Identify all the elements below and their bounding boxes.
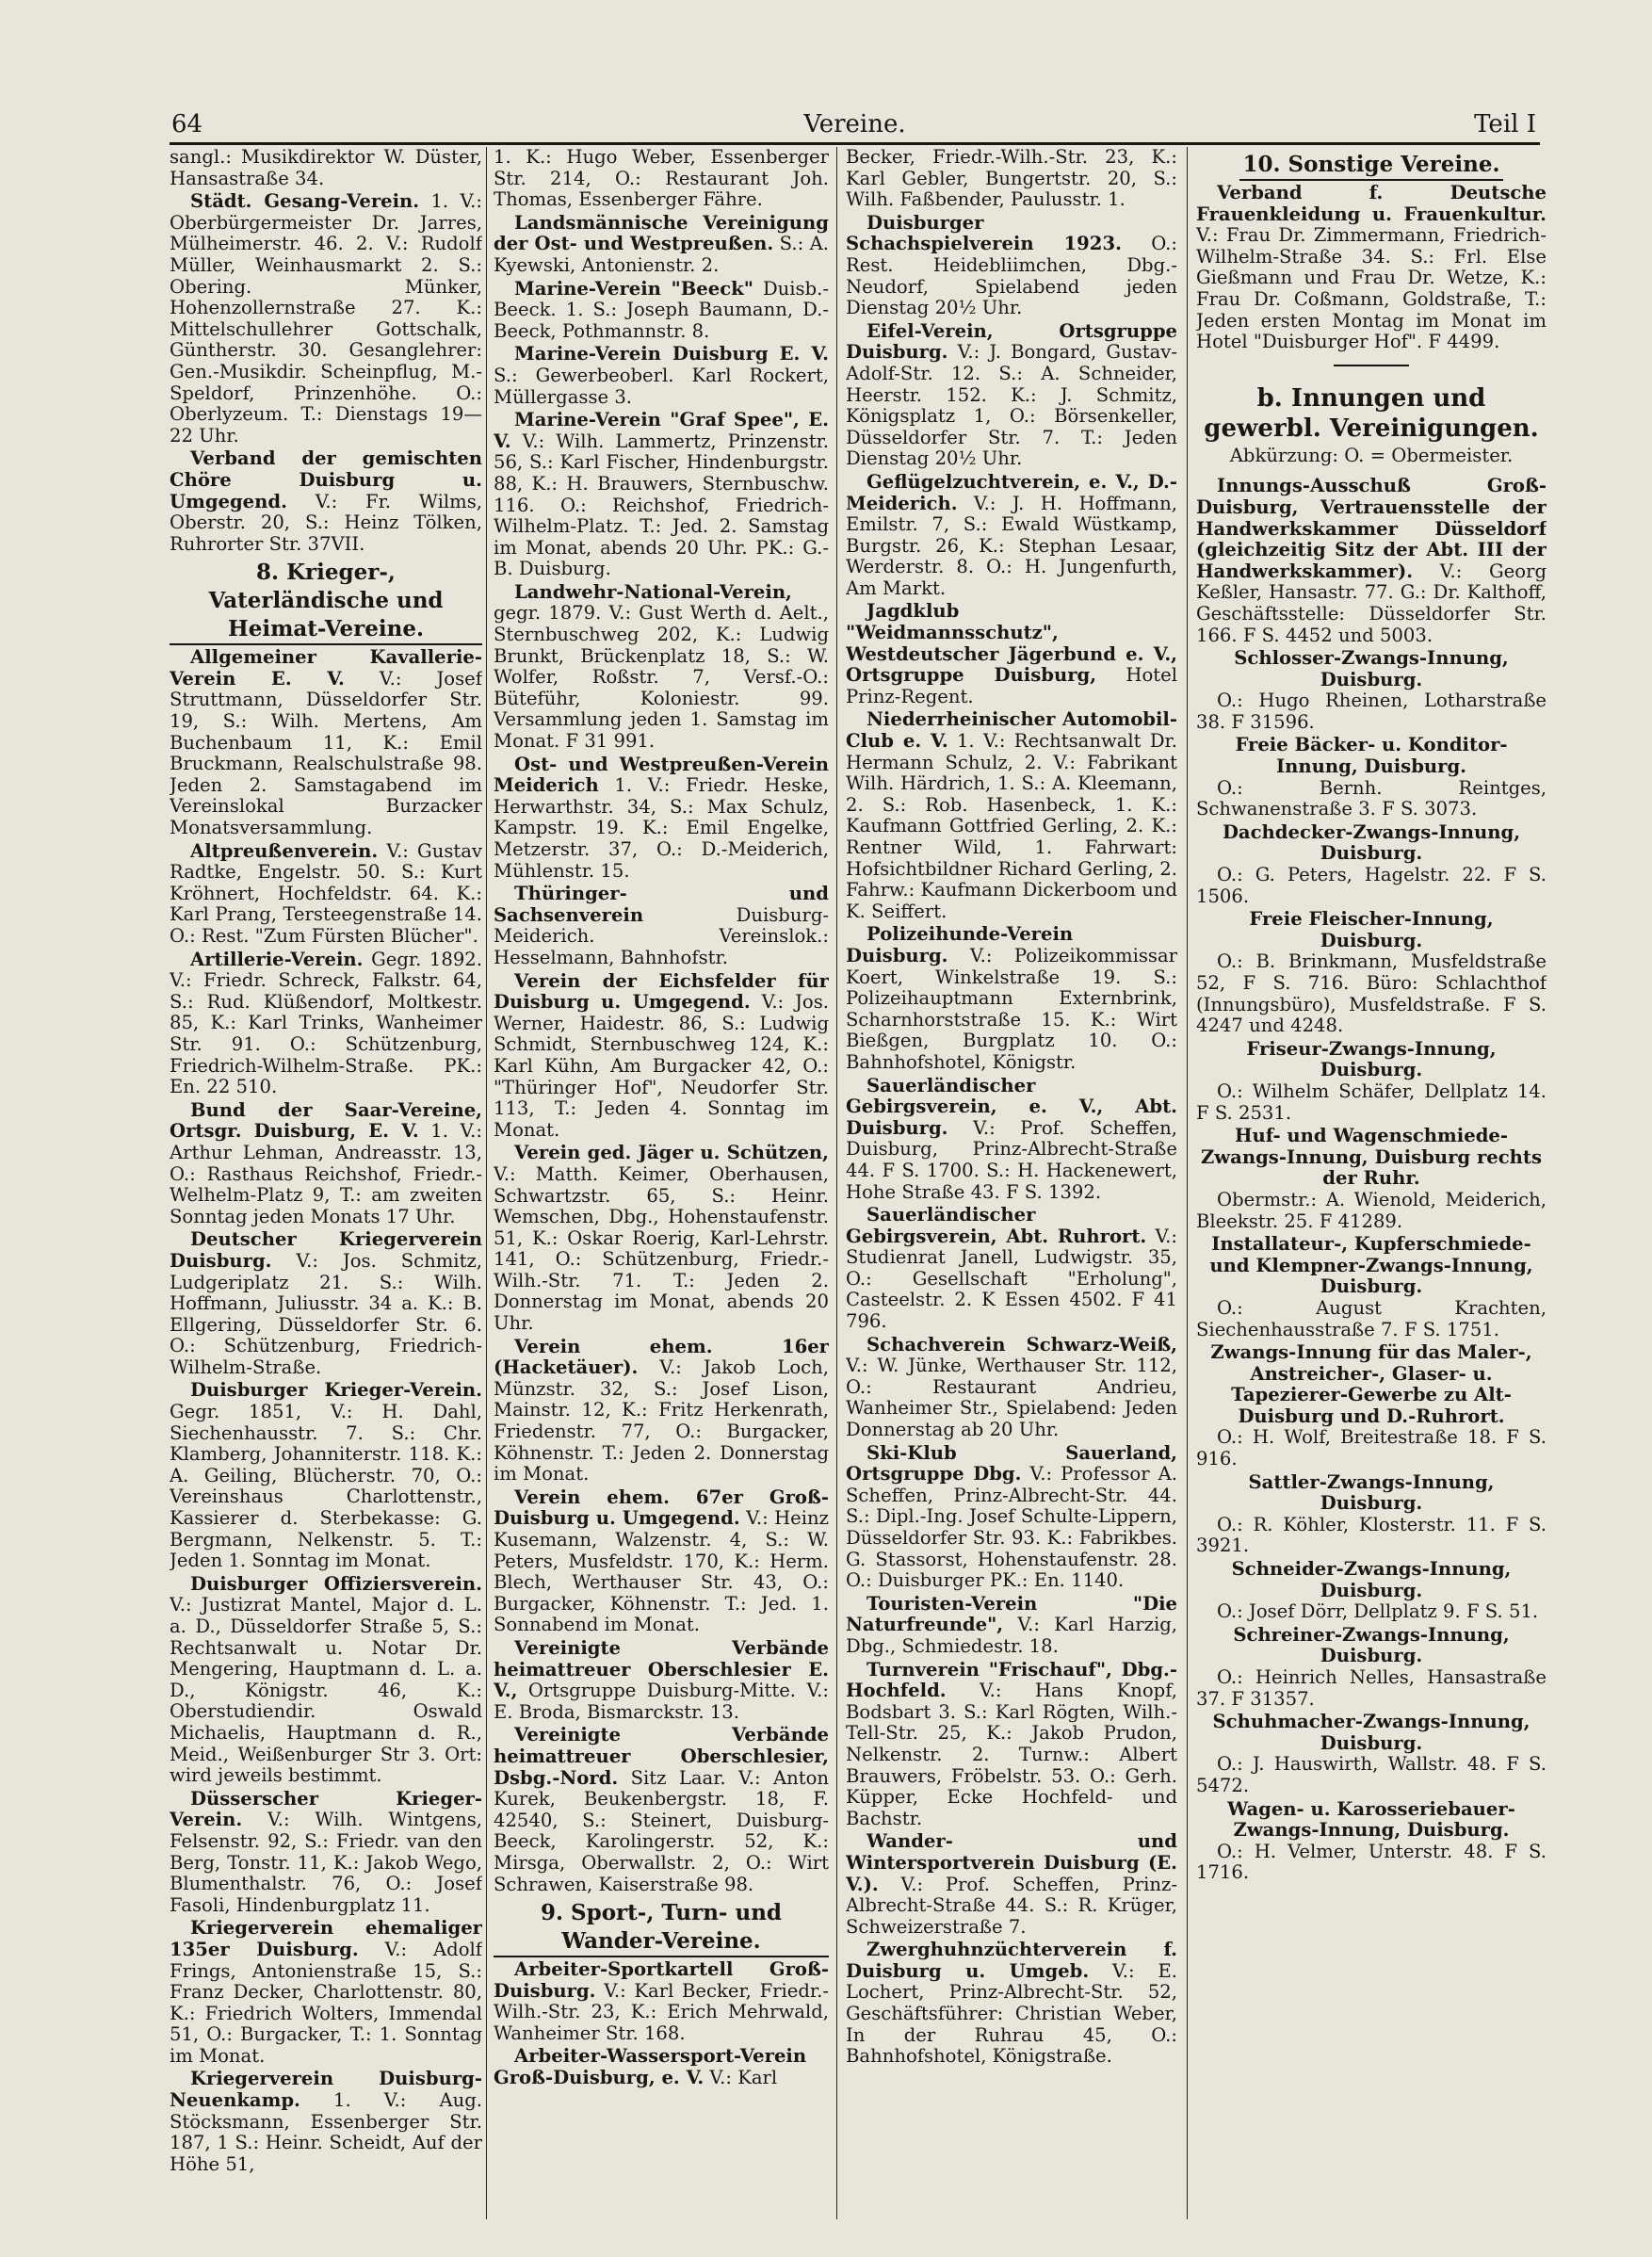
continued-entry (494, 147, 829, 211)
column-3 (846, 147, 1177, 2224)
association-entry (846, 321, 1177, 470)
association-name: Verein ehem. 16er (Hacketäuer). (494, 1335, 829, 1379)
association-entry (170, 1229, 482, 1378)
guild-name: Freie Fleischer-Innung, Duisburg. (1249, 908, 1494, 951)
association-details: V.: Polizeikommissar Koert, Winkelstraße 19. S.: Polizeihauptmann Externbrink, Scharnhorststraße 15. K.: Wirt Bießgen, Burgplatz 10. O.: Bahnhofshotel, Königstr. (846, 944, 1177, 1073)
association-details: V.: Georg Keßler, Hansastr. 77. G.: Dr. Kalthoff, Geschäftsstelle: Düsseldorfer Str. 166. F S. 4452 und 5003. (1196, 560, 1547, 646)
association-details: V.: Josef Struttmann, Düsseldorfer Str. 19, S.: Wilh. Mertens, Am Buchenbaum 11, K.: Emil Bruckmann, Realschulstraße 98. Jeden 2. Samstagabend im Vereinslokal Burzacker Monatsversammlung. (170, 667, 482, 839)
section-heading (170, 559, 482, 645)
association-name: Eifel-Verein, Ortsgruppe Duisburg. (846, 319, 1177, 364)
association-details: V.: Wilh. Wintgens, Felsenstr. 92, S.: Friedr. van den Berg, Tonstr. 11, K.: Jakob Wego, Blumenthalstr. 76, O.: Josef Fasoli, Hindenburgplatz 11. (170, 1809, 482, 1916)
guild-details: Obermstr.: A. Wienold, Meiderich, Bleekstr. 25. F 41289. (1196, 1188, 1547, 1232)
guild-name: Zwangs-Innung für das Maler-, Anstreicher-, Glaser- u. Tapezierer-Gewerbe zu Alt-Duisburg und D.-Ruhrort. (1210, 1341, 1532, 1427)
column-divider (486, 147, 487, 2219)
association-entry (170, 1789, 482, 1917)
association-entry (494, 1337, 829, 1486)
association-entry (494, 1725, 829, 1895)
association-entry (846, 1940, 1177, 2068)
association-details: V.: E. Lochert, Prinz-Albrecht-Str. 52, Geschäftsführer: Christian Weber, In der Ruhrau 45, O.: Bahnhofshotel, Königstraße. (846, 1959, 1177, 2068)
association-name: Allgemeiner Kavallerie-Verein E. V. (170, 646, 482, 690)
guild-name: Schlosser-Zwangs-Innung, Duisburg. (1234, 647, 1509, 690)
association-details: gegr. 1879. V.: Gust Werth d. Aelt., Sternbuschweg 202, K.: Ludwig Brunkt, Brückenplatz 18, S.: W. Wolfer, Roßstr. 7, Versf.-O.: Büteführ, Koloniestr. 99. Versammlung jeden 1. Samstag im Monat. F 31 991. (494, 602, 829, 753)
association-details: V.: J. Bongard, Gustav-Adolf-Str. 12. S.: A. Schneider, Heerstr. 152. K.: J. Schmitz, Königsplatz 1, O.: Börsenkeller, Düsseldorfer Str. 7. T.: Jeden Dienstag 20½ Uhr. (846, 341, 1177, 470)
association-entry (846, 601, 1177, 707)
association-details: V.: W. Jünke, Werthauser Str. 112, O.: Restaurant Andrieu, Wanheimer Str., Spielabend: Jeden Donnerstag ab 20 Uhr. (846, 1355, 1177, 1441)
column-2 (494, 147, 829, 2224)
association-name: Düsserscher Krieger-Verein. (170, 1787, 482, 1831)
association-name: Schachverein Schwarz-Weiß, (866, 1333, 1177, 1356)
association-entry (170, 1918, 482, 2067)
section-heading-text: 9. Sport-, Turn- und Wander-Vereine. (494, 1899, 829, 1957)
association-name: Altpreußenverein. (190, 839, 379, 862)
guild-details: O.: Wilhelm Schäfer, Dellplatz 14. F S. 2531. (1196, 1080, 1547, 1124)
association-entry (494, 1143, 829, 1334)
guild-details: O.: H. Wolf, Breitestraße 18. F S. 916. (1196, 1426, 1547, 1470)
association-entry (846, 1076, 1177, 1204)
association-details: 1. V.: Friedr. Heske, Herwarthstr. 34, S.: Max Schulz, Kampstr. 19. K.: Emil Engelke, Metzerstr. 37, O.: D.-Meiderich, Mühlenstr. 15. (494, 774, 829, 882)
association-details: V.: Heinz Kusemann, Walzenstr. 4, S.: W. Peters, Musfeldstr. 170, K.: Herm. Blech, Werthauser Str. 43, O.: Burgacker, Köhnenstr. T.: Jed. 1. Sonnabend im Monat. (494, 1507, 829, 1636)
association-details: V.: Frau Dr. Zimmermann, Friedrich-Wilhelm-Straße 34. S.: Frl. Else Gießmann und Frau Dr. Wetze, K.: Frau Dr. Coßmann, Goldstraße, T.: Jeden ersten Montag im Monat im Hotel "Duisburger Hof". F 4499. (1196, 224, 1547, 353)
guild-entry (1196, 1472, 1547, 1557)
association-name: Niederrheinischer Automobil-Club e. V. (846, 708, 1177, 753)
guild-name: Schneider-Zwangs-Innung, Duisburg. (1231, 1558, 1512, 1601)
association-name: Marine-Verein "Graf Spee", E. V. (494, 409, 829, 452)
association-entry (846, 1594, 1177, 1658)
association-name: Duisburger Schachspielverein 1923. (846, 211, 1122, 255)
section-heading-text: 8. Krieger-, Vaterländische und Heimat-Vereine. (170, 559, 482, 645)
association-entry (494, 582, 829, 753)
association-name: Bund der Saar-Vereine, Ortsgr. Duisburg, E. V. (170, 1098, 482, 1143)
association-name: Jagdklub "Weidmannsschutz", Westdeutscher Jägerbund e. V., Ortsgruppe Duisburg, (846, 600, 1177, 687)
association-details: V.: Jakob Loch, Münzstr. 32, S.: Josef Lison, Mainstr. 12, K.: Fritz Herkenrath, Friedenstr. 77, O.: Burgacker, Köhnenstr. T.: Jeden 2. Donnerstag im Monat. (494, 1356, 829, 1486)
association-name: Zwerghuhnzüchterverein f. Duisburg u. Umgeb. (846, 1939, 1177, 1982)
association-entry (170, 448, 482, 555)
continued-entry (846, 147, 1177, 211)
guild-entry (1196, 1712, 1547, 1796)
association-name: Polizeihunde-Verein Duisburg. (846, 923, 1074, 966)
association-details: 1. V.: Rechtsanwalt Dr. Hermann Schulz, 2. V.: Fabrikant Wilh. Härdrich, 1. S.: A. Kleemann, 2. S.: Rob. Hasenbeck, 1. K.: Kaufmann Gottfried Gerling, 2. K.: Rentner Wild, 1. Fahrwart: Hofsichtbildner Richard Gerling, 2. Fahrw.: Kaufmann Dickerboom und K. Seiffert. (846, 730, 1177, 922)
guild-name: Dachdecker-Zwangs-Innung, Duisburg. (1222, 820, 1521, 865)
association-entry (170, 1574, 482, 1787)
association-entry (170, 841, 482, 948)
guild-details: O.: Bernh. Reintges, Schwanenstraße 3. F S. 3073. (1196, 776, 1547, 820)
association-name: Ski-Klub Sauerland, Ortsgruppe Dbg. (846, 1441, 1177, 1486)
guild-entry (1196, 1126, 1547, 1232)
association-entry (494, 410, 829, 580)
guild-entry (1196, 822, 1547, 907)
association-details: 1. K.: Hugo Weber, Essenberger Str. 214, O.: Restaurant Joh. Thomas, Essenberger Fähre. (494, 147, 829, 211)
guild-name: Wagen- u. Karosseriebauer-Zwangs-Innung, Duisburg. (1227, 1797, 1515, 1842)
guild-details: O.: Heinrich Nelles, Hansastraße 37. F 31357. (1196, 1666, 1547, 1710)
association-details: V.: Justizrat Mantel, Major d. L. a. D., Düsseldorfer Straße 5, S.: Rechtsanwalt u. Notar Dr. Mengering, Hauptmann d. L. a. D., Königstr. 46, K.: Oberstudiendir. Oswald Michaelis, Hauptmann d. R., Meid., Weißenburger Str 3. Ort: wird jeweils bestimmt. (170, 1594, 482, 1787)
page-number: 64 (171, 110, 203, 138)
association-details: 1. V.: Oberbürgermeister Dr. Jarres, Mülheimerstr. 46. 2. V.: Rudolf Müller, Weinhausmarkt 2. S.: Obering. Münker, Hohenzollernstraße 27. K.: Mittelschullehrer Gottschalk, Güntherstr. 30. Gesanglehrer: Gen.-Musikdir. Scheinpflug, M.-Speldorf, Prinzenhöhe. O.: Oberlyzeum. T.: Dienstags 19—22 Uhr. (170, 190, 482, 447)
association-name: Sauerländischer Gebirgsverein, Abt. Ruhrort. (846, 1204, 1147, 1247)
association-details: 1. V.: Aug. Stöcksmann, Essenberger Str. 187, 1 S.: Heinr. Scheidt, Auf der Höhe 51, (170, 2089, 482, 2175)
association-entry (494, 971, 829, 1142)
association-entry (1196, 183, 1547, 353)
association-name: Artillerie-Verein. (190, 948, 364, 970)
association-details: V.: Professor A. Scheffen, Prinz-Albrecht-Str. 44. S.: Dipl.-Ing. Josef Schulte-Lippern, Düsseldorfer Str. 93. K.: Fabrikbes. G. Stassorst, Hohenstaufenstr. 28. O.: Duisburger PK.: En. 1140. (846, 1463, 1177, 1592)
association-name: Städt. Gesang-Verein. (190, 190, 420, 213)
guild-entry (1196, 1559, 1547, 1623)
association-entry (170, 647, 482, 838)
column-divider (836, 147, 837, 2219)
guild-entry (1196, 1039, 1547, 1124)
association-name: Geflügelzuchtverein, e. V., D.-Meiderich. (846, 470, 1177, 514)
association-entry (170, 1100, 482, 1228)
part-heading: b. Innungen und gewerbl. Vereinigungen. (1204, 383, 1539, 443)
section-heading (1196, 151, 1547, 181)
guild-name: Freie Bäcker- u. Konditor-Innung, Duisburg. (1235, 734, 1508, 778)
association-details: V.: Studienrat Janell, Ludwigstr. 35, O.: Gesellschaft "Erholung", Casteelstr. 2. K Essen 4502. F 41 796. (846, 1225, 1177, 1333)
association-details: V.: Wilh. Lammertz, Prinzenstr. 56, S.: Karl Fischer, Hindenburgstr. 88, K.: H. Brauwers, Sternbuschw. 116. O.: Reichshof, Friedrich-Wilhelm-Platz. T.: Jed. 2. Samstag im Monat, abends 20 Uhr. PK.: G.-B. Duisburg. (494, 430, 829, 580)
guild-details: O.: Josef Dörr, Dellplatz 9. F S. 51. (1217, 1600, 1539, 1623)
association-name: Kriegerverein Duisburg-Neuenkamp. (170, 2068, 482, 2112)
association-name: Vereinigte Verbände heimattreuer Oberschlesier E. V., (494, 1636, 829, 1702)
guild-entry (1196, 1799, 1547, 1884)
page-header (170, 106, 1540, 145)
guild-details: O.: G. Peters, Hagelstr. 22. F S. 1506. (1196, 864, 1547, 907)
association-name: Thüringer- und Sachsenverein (494, 883, 829, 926)
association-name: Verband f. Deutsche Frauenkleidung u. Frauenkultur. (1196, 182, 1547, 225)
separator-rule (1334, 365, 1409, 366)
guild-entry (1196, 909, 1547, 1037)
association-name: Verein der Eichsfelder für Duisburg u. Umgegend. (494, 969, 829, 1014)
guild-details: O.: R. Köhler, Klosterstr. 11. F S. 3921. (1196, 1513, 1547, 1557)
association-entry (494, 1638, 829, 1723)
continued-entry (170, 147, 482, 189)
association-entry (846, 1205, 1177, 1333)
association-entry (494, 1959, 829, 2044)
association-details: Becker, Friedr.-Wilh.-Str. 23, K.: Karl Gebler, Bungertstr. 20, S.: Wilh. Faßbender, Paulusstr. 1. (846, 147, 1177, 211)
section-heading-text: 10. Sonstige Vereine. (1239, 151, 1504, 181)
column-4 (1196, 147, 1547, 2224)
part-label: Teil I (1474, 110, 1536, 138)
association-name: Vereinigte Verbände heimattreuer Oberschlesier, Dsbg.-Nord. (494, 1724, 829, 1789)
association-entry (1196, 476, 1547, 646)
association-details: S.: Gewerbeoberl. Karl Rockert, Müllergasse 3. (494, 364, 829, 408)
association-entry (846, 1660, 1177, 1830)
guild-details: O.: B. Brinkmann, Musfeldstraße 52, F S. 716. Büro: Schlachthof (Innungsbüro), Musfeldstraße. F S. 4247 und 4248. (1196, 950, 1547, 1037)
association-details: V.: Karl Harzig, Dbg., Schmiedestr. 18. (846, 1614, 1177, 1657)
association-name: Verein ehem. 67er Groß-Duisburg u. Umgegend. (494, 1486, 829, 1530)
association-entry (494, 213, 829, 277)
association-details: V.: Matth. Keimer, Oberhausen, Schwartzstr. 65, S.: Heinr. Wemschen, Dbg., Hohenstaufenstr. 51, K.: Oskar Roerig, Karl-Lehrstr. 141, O.: Schützenburg, Friedr.-Wilh.-Str. 71. T.: Jeden 2. Donnerstag im Monat, abends 20 Uhr. (494, 1162, 829, 1335)
association-entry (846, 472, 1177, 600)
association-name: Sauerländischer Gebirgsverein, e. V., Abt. Duisburg. (846, 1074, 1177, 1139)
association-name: Turnverein "Frischauf", Dbg.-Hochfeld. (846, 1658, 1177, 1702)
association-name: Innungs-Ausschuß Groß-Duisburg, Vertrauensstelle der Handwerkskammer Düsseldorf (gleichzeitig Sitz der Abt. III der Handwerkskammer). (1196, 475, 1547, 582)
association-details: Duisburg-Meiderich. Vereinslok.: Hesselmann, Bahnhofstr. (494, 903, 829, 968)
abbreviation-note: Abkürzung: O. = Obermeister. (1229, 444, 1514, 466)
association-name: Marine-Verein "Beeck" (514, 277, 753, 300)
association-name: Wander- und Wintersportverein Duisburg (E. V.). (846, 1830, 1177, 1895)
association-details: V.: Karl (709, 2067, 778, 2089)
association-entry (494, 1487, 829, 1636)
association-name: Kriegerverein ehemaliger 135er Duisburg. (170, 1917, 482, 1960)
association-details: V.: J. H. Hoffmann, Emilstr. 7, S.: Ewald Wüstkamp, Burgstr. 26, K.: Stephan Lesaar, Werderstr. 8. O.: H. Jungenfurth, Am Markt. (846, 492, 1177, 599)
association-entry (846, 1443, 1177, 1592)
association-details: O.: Rest. Heidebliimchen, Dbg.-Neudorf, Spielabend jeden Dienstag 20½ Uhr. (846, 233, 1177, 319)
guild-details: O.: Hugo Rheinen, Lotharstraße 38. F 31596. (1196, 690, 1547, 733)
association-details: V.: Gustav Radtke, Engelstr. 50. S.: Kurt Kröhnert, Hochfeldstr. 64. K.: Karl Prang, Tersteegenstraße 14. O.: Rest. "Zum Fürsten Blücher". (170, 839, 482, 947)
association-name: Arbeiter-Sportkartell Groß-Duisburg. (494, 1958, 829, 2002)
guild-details: O.: August Krachten, Siechenhausstraße 7. F S. 1751. (1196, 1296, 1547, 1340)
association-entry (170, 2069, 482, 2175)
association-entry (494, 755, 829, 883)
association-details: Gegr. 1851, V.: H. Dahl, Siechenhausstr. 7. S.: Chr. Klamberg, Johanniterstr. 118. K.: A. Geiling, Blücherstr. 70, O.: Vereinshaus Charlottenstr., Kassierer d. Sterbekasse: G. Bergmann, Nelkenstr. 5. T.: Jeden 1. Sonntag im Monat. (170, 1401, 482, 1572)
guild-name: Sattler-Zwangs-Innung, Duisburg. (1248, 1470, 1495, 1515)
guild-name: Friseur-Zwangs-Innung, Duisburg. (1246, 1037, 1497, 1081)
association-entry (846, 1335, 1177, 1441)
association-details: Sitz Laar. V.: Anton Kurek, Beukenbergstr. 18, F. 42540, S.: Steinert, Duisburg-Beeck, Karolingerstr. 52, K.: Mirsga, Oberwallstr. 2, O.: Wirt Schrawen, Kaiserstraße 98. (494, 1766, 829, 1895)
guild-entry (1196, 1234, 1547, 1340)
association-details: V.: Karl Becker, Friedr.-Wilh.-Str. 23, K.: Erich Mehrwald, Wanheimer Str. 168. (494, 1979, 829, 2044)
running-title: Vereine. (803, 110, 906, 138)
column-1 (170, 147, 482, 2224)
association-details: V.: Prof. Scheffen, Duisburg, Prinz-Albrecht-Straße 44. F S. 1700. S.: H. Hackenewert, Hohe Straße 43. F S. 1392. (846, 1116, 1177, 1203)
association-details: Duisb.-Beeck. 1. S.: Joseph Baumann, D.-Beeck, Pothmannstr. 8. (494, 277, 829, 342)
association-entry (846, 213, 1177, 319)
association-details: Ortsgruppe Duisburg-Mitte. V.: E. Broda, Bismarckstr. 13. (494, 1680, 829, 1723)
association-name: Landwehr-National-Verein, (514, 580, 792, 603)
association-name: Marine-Verein Duisburg E. V. (514, 343, 829, 365)
association-details: V.: Fr. Wilms, Oberstr. 20, S.: Heinz Tölken, Ruhrorter Str. 37VII. (170, 490, 482, 555)
association-entry (170, 191, 482, 447)
association-details: Gegr. 1892. V.: Friedr. Schreck, Falkstr. 64, S.: Rud. Klüßendorf, Moltkestr. 85, K.: Karl Trinks, Wanheimer Str. 91. O.: Schützenburg, Friedrich-Wilhelm-Straße. PK.: En. 22 510. (170, 948, 482, 1098)
association-details: S.: A. Kyewski, Antonienstr. 2. (494, 233, 829, 276)
association-name: Arbeiter-Wassersport-Verein Groß-Duisburg, e. V. (494, 2045, 807, 2089)
association-entry (494, 344, 829, 408)
association-details: V.: Jos. Werner, Haidestr. 86, S.: Ludwig Schmidt, Sternbuschweg 124, K.: Karl Kühn, Am Burgacker 42, O.: "Thüringer Hof", Neudorfer Str. 113, T.: Jeden 4. Sonntag im Monat. (494, 991, 829, 1141)
association-name: Duisburger Offiziersverein. (190, 1572, 482, 1595)
guild-entry (1196, 735, 1547, 820)
association-name: Deutscher Kriegerverein Duisburg. (170, 1228, 482, 1272)
association-entry (494, 279, 829, 343)
guild-name: Schuhmacher-Zwangs-Innung, Duisburg. (1212, 1711, 1531, 1754)
association-details: V.: Hans Knopf, Bodsbart 3. S.: Karl Rögten, Wilh.-Tell-Str. 25, K.: Jakob Prudon, Nelkenstr. 2. Turnw.: Albert Brauwers, Fröbelstr. 53. O.: Gerh. Küpper, Ecke Hochfeld- und Bachstr. (846, 1680, 1177, 1829)
association-details: 1. V.: Arthur Lehman, Andreasstr. 13, O.: Rasthaus Reichshof, Friedr.-Welhelm-Platz 9, T.: am zweiten Sonntag jeden Monats 17 Uhr. (170, 1120, 482, 1227)
guild-entry (1196, 1342, 1547, 1470)
section-heading (494, 1899, 829, 1957)
association-name: Ost- und Westpreußen-Verein Meiderich (494, 753, 829, 797)
association-details: V.: Prof. Scheffen, Prinz-Albrecht-Straße 44. S.: R. Krüger, Schweizerstraße 7. (846, 1873, 1177, 1938)
guild-entry (1196, 648, 1547, 733)
guild-name: Huf- und Wagenschmiede-Zwangs-Innung, Duisburg rechts der Ruhr. (1200, 1125, 1542, 1190)
association-details: V.: Jos. Schmitz, Ludgeriplatz 21. S.: Wilh. Hoffmann, Juliusstr. 34 a. K.: B. Ellgering, Düsseldorfer Str. 6. O.: Schützenburg, Friedrich-Wilhelm-Straße. (170, 1249, 482, 1378)
association-details: V.: Adolf Frings, Antonienstraße 15, S.: Franz Decker, Charlottenstr. 80, K.: Friedrich Wolters, Immendal 51, O.: Burgacker, T.: 1. Sonntag im Monat. (170, 1938, 482, 2067)
association-entry (170, 950, 482, 1098)
column-divider (1187, 147, 1188, 2219)
association-entry (846, 1831, 1177, 1938)
association-entry (170, 1380, 482, 1571)
guild-details: O.: H. Velmer, Unterstr. 48. F S. 1716. (1196, 1840, 1547, 1884)
association-entry (494, 884, 829, 968)
association-entry (494, 2046, 829, 2088)
association-entry (846, 924, 1177, 1073)
association-name: Touristen-Verein "Die Naturfreunde", (846, 1592, 1177, 1636)
association-entry (846, 709, 1177, 922)
association-name: Landsmännische Vereinigung der Ost- und Westpreußen. (494, 211, 829, 255)
guild-entry (1196, 1625, 1547, 1710)
association-name: Verband der gemischten Chöre Duisburg u. Umgegend. (170, 447, 482, 512)
association-details: sangl.: Musikdirektor W. Düster, Hansastraße 34. (170, 147, 482, 189)
association-name: Duisburger Krieger-Verein. (190, 1379, 482, 1402)
guild-details: O.: J. Hauswirth, Wallstr. 48. F S. 5472. (1196, 1753, 1547, 1796)
guild-name: Installateur-, Kupferschmiede- und Klempner-Zwangs-Innung, Duisburg. (1209, 1233, 1533, 1298)
guild-name: Schreiner-Zwangs-Innung, Duisburg. (1233, 1623, 1510, 1667)
association-name: Verein ged. Jäger u. Schützen, (514, 1142, 829, 1164)
association-details: Hotel Prinz-Regent. (846, 664, 1177, 707)
